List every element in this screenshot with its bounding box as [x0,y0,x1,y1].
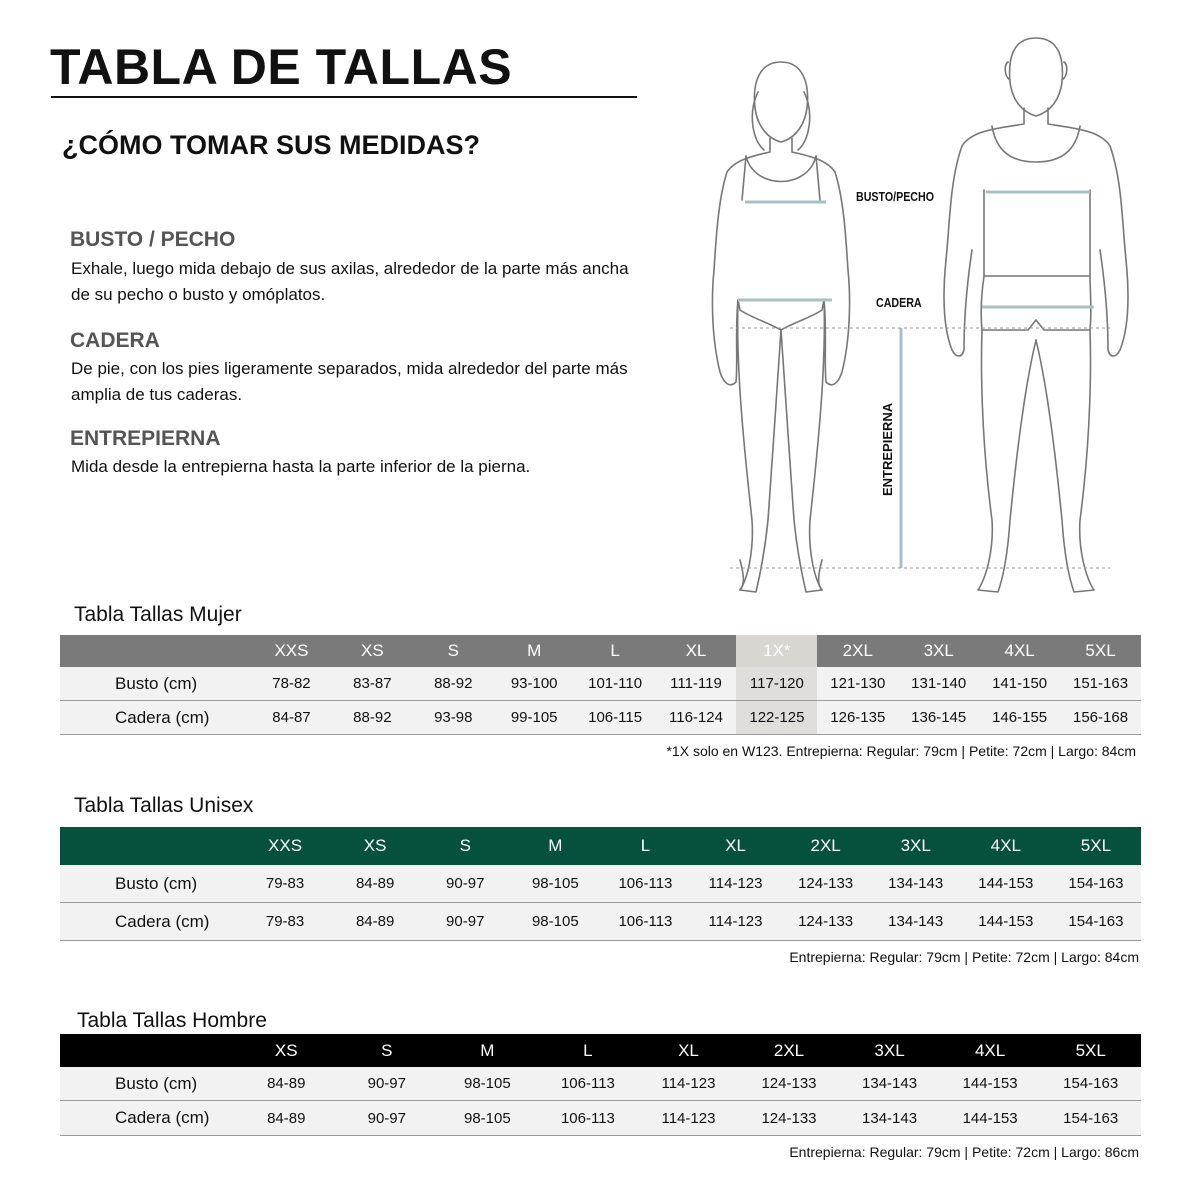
measurement-cell: 88-92 [332,701,413,735]
size-header-cell: XXS [240,827,330,865]
measurement-cell: 98-105 [510,903,600,941]
measurement-cell: 144-153 [940,1067,1041,1101]
measurement-cell: 121-130 [817,667,898,701]
measurement-cell: 146-155 [979,701,1060,735]
how-to-measure-heading: ¿CÓMO TOMAR SUS MEDIDAS? [62,130,480,160]
measurement-cell: 124-133 [739,1067,840,1101]
measurement-cell: 78-82 [251,667,332,701]
measurement-lines [738,192,1094,568]
page-title: TABLA DE TALLAS [50,39,513,95]
measurement-cell: 98-105 [437,1067,538,1101]
table-row [60,1101,1141,1136]
measurement-cell: 154-163 [1051,865,1141,903]
size-header-cell: 5XL [1060,635,1141,667]
measurement-cell: 106-113 [600,865,690,903]
footnote-unisex: Entrepierna: Regular: 79cm | Petite: 72cm | Largo: 84cm [789,949,1139,965]
row-label: Cadera (cm) [60,701,251,735]
measurement-cell: 131-140 [898,667,979,701]
measurement-cell: 79-83 [240,865,330,903]
size-header-cell: XXS [251,635,332,667]
size-header-cell: 5XL [1040,1034,1141,1067]
measurement-cell: 122-125 [736,701,817,735]
row-label: Busto (cm) [60,865,240,903]
measurement-cell: 90-97 [337,1067,438,1101]
table-header-row [60,827,1141,865]
size-header-cell: S [420,827,510,865]
measurement-cell: 101-110 [575,667,656,701]
size-header-cell: XS [330,827,420,865]
measurement-cell: 114-123 [638,1067,739,1101]
measurement-cell: 114-123 [638,1101,739,1136]
measurement-cell: 154-163 [1040,1101,1141,1136]
size-table-unisex [60,827,1141,941]
measurement-cell: 90-97 [337,1101,438,1136]
size-header-cell: XS [236,1034,337,1067]
header-blank-cell [60,635,251,667]
male-figure-icon [944,38,1128,592]
table-title-mujer: Tabla Tallas Mujer [74,603,242,626]
measurement-cell: 124-133 [781,865,871,903]
measurement-cell: 151-163 [1060,667,1141,701]
measurement-cell: 111-119 [656,667,737,701]
measurement-cell: 88-92 [413,667,494,701]
section-text-cadera: De pie, con los pies ligeramente separados, mida alrededor del parte más amplia de tus caderas. [71,359,628,404]
size-header-cell: 1X* [736,635,817,667]
label-cadera: CADERA [876,295,922,310]
measurement-cell: 144-153 [961,865,1051,903]
header-blank-cell [60,1034,236,1067]
body-measurement-figure [690,30,1160,605]
measurement-cell: 114-123 [690,865,780,903]
measurement-cell: 98-105 [510,865,600,903]
footnote-hombre: Entrepierna: Regular: 79cm | Petite: 72cm | Largo: 86cm [789,1144,1139,1160]
measurement-cell: 84-89 [330,903,420,941]
size-table-hombre [60,1034,1141,1136]
measurement-cell: 116-124 [656,701,737,735]
table-row [60,667,1141,701]
measurement-cell: 84-89 [236,1101,337,1136]
size-header-cell: 3XL [898,635,979,667]
size-header-cell: 4XL [961,827,1051,865]
table-title-unisex: Tabla Tallas Unisex [74,794,254,817]
title-divider [51,96,637,98]
measurement-cell: 156-168 [1060,701,1141,735]
size-header-cell: XL [638,1034,739,1067]
size-header-cell: 4XL [940,1034,1041,1067]
measurement-cell: 99-105 [494,701,575,735]
size-header-cell: L [538,1034,639,1067]
measurement-cell: 93-98 [413,701,494,735]
section-text-entrepierna: Mida desde la entrepierna hasta la parte inferior de la pierna. [71,457,531,476]
measurement-cell: 124-133 [739,1101,840,1136]
row-label: Busto (cm) [60,1067,236,1101]
section-heading-busto: BUSTO / PECHO [70,228,236,251]
measurement-cell: 84-89 [236,1067,337,1101]
size-header-cell: L [575,635,656,667]
measurement-cell: 144-153 [961,903,1051,941]
row-label: Busto (cm) [60,667,251,701]
size-table-mujer [60,635,1141,735]
section-heading-cadera: CADERA [70,329,160,352]
row-label: Cadera (cm) [60,1101,236,1136]
size-header-cell: M [494,635,575,667]
measurement-cell: 126-135 [817,701,898,735]
size-header-cell: 3XL [839,1034,940,1067]
measurement-cell: 141-150 [979,667,1060,701]
measurement-cell: 106-113 [538,1101,639,1136]
table-row [60,701,1141,735]
size-header-cell: 2XL [817,635,898,667]
measurement-cell: 154-163 [1051,903,1141,941]
size-header-cell: XL [690,827,780,865]
header-blank-cell [60,827,240,865]
table-title-hombre: Tabla Tallas Hombre [77,1009,267,1032]
size-header-cell: 3XL [871,827,961,865]
measurement-cell: 117-120 [736,667,817,701]
measurement-cell: 106-113 [538,1067,639,1101]
size-header-cell: 4XL [979,635,1060,667]
measurement-cell: 134-143 [871,865,961,903]
size-header-cell: L [600,827,690,865]
female-figure-icon [712,62,849,592]
footnote-mujer: *1X solo en W123. Entrepierna: Regular: 79cm | Petite: 72cm | Largo: 84cm [666,743,1136,759]
measurement-cell: 84-89 [330,865,420,903]
measurement-cell: 136-145 [898,701,979,735]
size-header-cell: M [437,1034,538,1067]
table-header-row [60,635,1141,667]
measurement-cell: 83-87 [332,667,413,701]
measurement-cell: 90-97 [420,903,510,941]
measurement-cell: 106-113 [600,903,690,941]
label-busto-pecho: BUSTO/PECHO [856,189,934,204]
size-header-cell: 2XL [781,827,871,865]
label-entrepierna: ENTREPIERNA [880,402,895,496]
measurement-cell: 84-87 [251,701,332,735]
section-heading-entrepierna: ENTREPIERNA [70,427,221,450]
size-header-cell: 5XL [1051,827,1141,865]
measurement-cell: 93-100 [494,667,575,701]
measurement-cell: 90-97 [420,865,510,903]
table-row [60,903,1141,941]
size-header-cell: M [510,827,600,865]
measurement-cell: 106-115 [575,701,656,735]
row-label: Cadera (cm) [60,903,240,941]
measurement-cell: 79-83 [240,903,330,941]
section-text-busto: Exhale, luego mida debajo de sus axilas, alrededor de la parte más ancha de su pecho o busto y omóplatos. [71,259,629,304]
size-header-cell: S [413,635,494,667]
measurement-cell: 114-123 [690,903,780,941]
measurement-cell: 154-163 [1040,1067,1141,1101]
measurement-cell: 124-133 [781,903,871,941]
guide-lines [730,328,1110,568]
measurement-cell: 134-143 [839,1101,940,1136]
size-header-cell: 2XL [739,1034,840,1067]
size-header-cell: XS [332,635,413,667]
measurement-cell: 134-143 [871,903,961,941]
measurement-cell: 144-153 [940,1101,1041,1136]
size-header-cell: XL [656,635,737,667]
table-row [60,1067,1141,1101]
table-row [60,865,1141,903]
size-header-cell: S [337,1034,438,1067]
table-header-row [60,1034,1141,1067]
measurement-cell: 134-143 [839,1067,940,1101]
measurement-cell: 98-105 [437,1101,538,1136]
